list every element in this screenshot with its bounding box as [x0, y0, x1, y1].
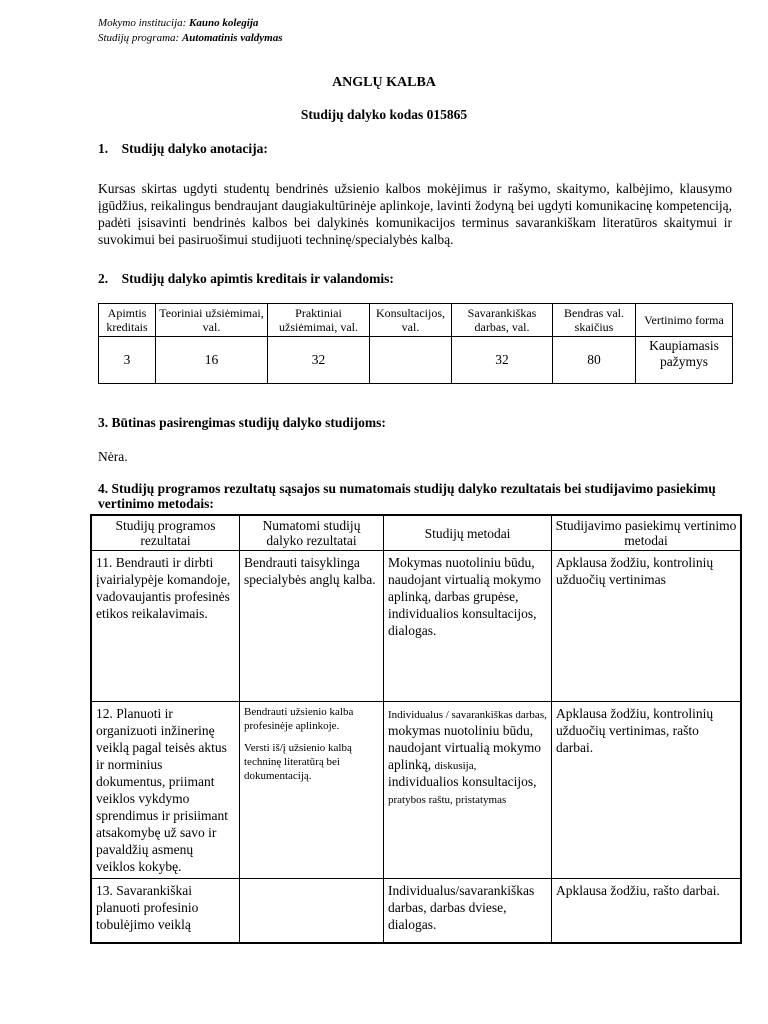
- course-result-line: Versti iš/į užsienio kalbą techninę literatūrą bei dokumentaciją.: [244, 742, 352, 782]
- header-total-hours: Bendras val. skaičius: [553, 304, 636, 337]
- assessment-methods-cell: Apklausa žodžiu, kontrolinių užduočių vertinimas: [552, 551, 742, 702]
- study-methods-text: individualios konsultacijos,: [388, 774, 537, 789]
- header-study-methods: Studijų metodai: [384, 515, 552, 551]
- credits-value-row: [99, 337, 733, 384]
- course-code: Studijų dalyko kodas 015865: [300, 107, 468, 122]
- course-result-cell: [240, 702, 384, 879]
- program-value: Automatinis valdymas: [181, 32, 283, 44]
- section-2-heading: 2. Studijų dalyko apimtis kreditais ir valandomis:: [98, 271, 394, 286]
- study-methods-cell: Individualus/savarankiškas darbas, darbas dviese, dialogas.: [384, 879, 552, 943]
- header-practice: Praktiniai užsiėmimai, val.: [268, 304, 370, 337]
- course-result-cell: [240, 879, 384, 943]
- program-result-cell: 12. Planuoti ir organizuoti inžinerinę veiklą pagal teisės aktus ir norminius dokumentus, priimant veiklos vykdymo sprendimus ir prisiimant atsakomybę už savo ir pavaldžių asmenų veiklos kokybę.: [91, 702, 240, 879]
- outcomes-table: [90, 514, 742, 944]
- study-methods-cell: Mokymas nuotoliniu būdu, naudojant virtualią mokymo aplinką, darbas grupėse, individualios konsultacijos, dialogas.: [384, 551, 552, 702]
- credits-header-row: [99, 304, 733, 337]
- program-line: [98, 31, 282, 46]
- study-methods-small: pratybos raštu, pristatymas: [388, 794, 507, 806]
- course-result-line: Bendrauti užsienio kalba profesinėje aplinkoje.: [244, 706, 354, 732]
- value-assessment-form: Kaupiamasis pažymys: [636, 337, 733, 384]
- program-result-cell: 11. Bendrauti ir dirbti įvairialypėje komandoje, vadovaujantis profesinės etikos reikalavimais.: [91, 551, 240, 702]
- section-1-heading: 1. Studijų dalyko anotacija:: [98, 141, 268, 156]
- header-course-results: Numatomi studijų dalyko rezultatai: [240, 515, 384, 551]
- institution-value: Kauno kolegija: [189, 17, 259, 29]
- header-program-results: Studijų programos rezultatai: [91, 515, 240, 551]
- value-credits: 3: [99, 337, 156, 384]
- header-assessment-form: Vertinimo forma: [636, 304, 733, 337]
- header-consultations: Konsultacijos, val.: [370, 304, 452, 337]
- table-row: [91, 879, 741, 943]
- credits-table: [98, 303, 733, 384]
- value-self-study: 32: [452, 337, 553, 384]
- value-consultations: [370, 337, 452, 384]
- section-1-text: Kursas skirtas ugdyti studentų bendrinės užsienio kalbos mokėjimus ir rašymo, skaitymo, kalbėjimo, klausymo įgūdžius, reikalingus bendraujant daugiakultūrinėje aplinkoje, lavinti žodyną bei ugdyti komunikacinę kompetenciją, padėti įsisavinti bendrinės kalbos bei dalykinės komunikacijos terminus savarankiškam literatūros skaitymui ir suvokimui bei pasiruošimui studijuoti techninę/specialybės kalbą.: [98, 181, 732, 247]
- header-self-study: Savarankiškas darbas, val.: [452, 304, 553, 337]
- value-total-hours: 80: [553, 337, 636, 384]
- header-theory: Teoriniai užsiėmimai, val.: [156, 304, 268, 337]
- assessment-methods-cell: Apklausa žodžiu, rašto darbai.: [552, 879, 742, 943]
- section-3-heading: 3. Būtinas pasirengimas studijų dalyko studijoms:: [98, 415, 386, 430]
- study-methods-small: diskusija,: [434, 760, 477, 772]
- table-row: [91, 551, 741, 702]
- study-methods-cell: [384, 702, 552, 879]
- section-3-text: Nėra.: [98, 449, 128, 464]
- value-theory: 16: [156, 337, 268, 384]
- institution-line: [98, 16, 282, 31]
- assessment-methods-cell: Apklausa žodžiu, kontrolinių užduočių vertinimas, rašto darbai.: [552, 702, 742, 879]
- header-credits: Apimtis kreditais: [99, 304, 156, 337]
- section-4-heading: 4. Studijų programos rezultatų sąsajos su numatomais studijų dalyko rezultatais bei studijavimo pasiekimų vertinimo metodais:: [98, 481, 716, 511]
- program-label: Studijų programa:: [98, 32, 180, 44]
- value-practice: 32: [268, 337, 370, 384]
- table-row: [91, 702, 741, 879]
- document-title: ANGLŲ KALBA: [332, 75, 436, 90]
- study-methods-text: mokymas nuotoliniu būdu, naudojant virtualią mokymo aplinką,: [388, 723, 541, 772]
- document-meta: [98, 16, 282, 46]
- course-result-cell: Bendrauti taisyklinga specialybės anglų kalba.: [240, 551, 384, 702]
- study-methods-small: Individualus / savarankiškas darbas,: [388, 709, 547, 721]
- header-assessment-methods: Studijavimo pasiekimų vertinimo metodai: [552, 515, 742, 551]
- institution-label: Mokymo institucija:: [98, 17, 187, 29]
- outcomes-header-row: [91, 515, 741, 551]
- program-result-cell: 13. Savarankiškai planuoti profesinio tobulėjimo veiklą: [91, 879, 240, 943]
